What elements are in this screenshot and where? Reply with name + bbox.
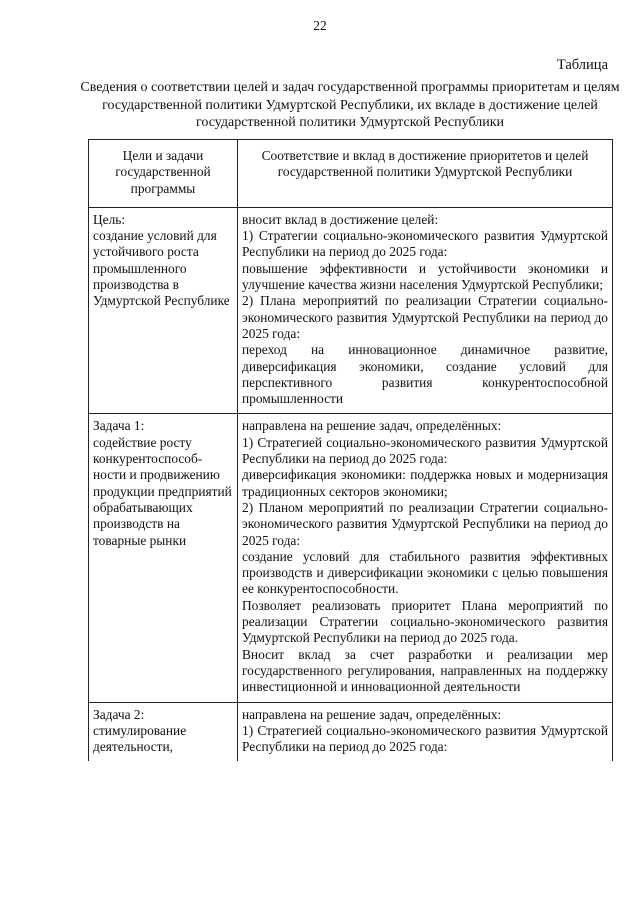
row-task2-content-cell: [238, 702, 613, 761]
cell-line: 1) Стратегии социально-экономического развития Удмуртской Республики на период до 2025 года:: [242, 228, 608, 260]
goals-table: [88, 139, 613, 761]
cell-line: вносит вклад в достижение целей:: [242, 211, 439, 227]
cell-line: Задача 2:: [93, 706, 145, 722]
cell-line: направлена на решение задач, определённых:: [242, 706, 502, 722]
cell-line: создание условий для стабильного развития эффективных производств и диверсификации экономики с целью повышения ее конкурентоспособности.: [242, 548, 608, 597]
cell-line: диверсификация экономики: поддержка новых и модернизация традиционных секторов экономики;: [242, 467, 608, 499]
cell-line: направлена на решение задач, определённых:: [242, 418, 502, 434]
table-row: [89, 702, 613, 761]
cell-line: Задача 1:: [93, 418, 145, 434]
table-header-row: [89, 140, 613, 208]
header-goals: Цели и задачи государственной программы: [89, 140, 238, 208]
cell-line: 2) Плана мероприятий по реализации Стратегии социально-экономического развития Удмуртской Республики на период до 2025 года:: [242, 293, 608, 341]
row-goal-content-cell: [238, 207, 613, 414]
table-row: [89, 207, 613, 414]
row-goal-label-cell: [89, 207, 238, 414]
row-task1-content-cell: [238, 414, 613, 702]
cell-line: 1) Стратегией социально-экономического развития Удмуртской Республики на период до 2025 года:: [242, 722, 608, 755]
table-row: [89, 414, 613, 702]
cell-line: 2) Планом мероприятий по реализации Стратегии социально-экономического развития Удмуртской Республики на период до 2025 года:: [242, 499, 608, 548]
row-task2-label-cell: [89, 702, 238, 761]
cell-line: содействие росту конкурентоспособ-ности и продвижению продукции предприятий обрабатывающих производств на товарные рынки: [93, 434, 232, 548]
page-number: 22: [313, 18, 327, 33]
document-title: Сведения о соответствии целей и задач государственной программы приоритетам и целям государственной политики Удмуртской Республики, их вкладе в достижение целей государственной политики Удмуртской Республики: [80, 80, 620, 130]
cell-line: Цель:: [93, 211, 126, 227]
header-correspondence: Соответствие и вклад в достижение приоритетов и целей государственной политики Удмуртской Республики: [238, 140, 613, 208]
cell-line: 1) Стратегией социально-экономического развития Удмуртской Республики на период до 2025 года:: [242, 434, 608, 467]
cell-line: переход на инновационное динамичное развитие, диверсификация экономики, создание условий для перспективного развития конкурентоспособной промышленности: [242, 342, 608, 407]
cell-line: Вносит вклад за счет разработки и реализации мер государственного регулирования, направленных на поддержку инвестиционной и инновационной деятельности: [242, 646, 608, 695]
row-task1-label-cell: [89, 414, 238, 702]
cell-line: создание условий для устойчивого роста промышленного производства в Удмуртской Республике: [93, 228, 230, 309]
table-label: Таблица: [556, 57, 608, 73]
cell-line: повышение эффективности и устойчивости экономики и улучшение качества жизни населения Удмуртской Республики;: [242, 260, 608, 293]
cell-line: Позволяет реализовать приоритет Плана мероприятий по реализации Стратегии социально-экономического развития Удмуртской Республики на период до 2025 года.: [242, 597, 608, 646]
cell-line: стимулирование деятельности,: [93, 722, 187, 755]
